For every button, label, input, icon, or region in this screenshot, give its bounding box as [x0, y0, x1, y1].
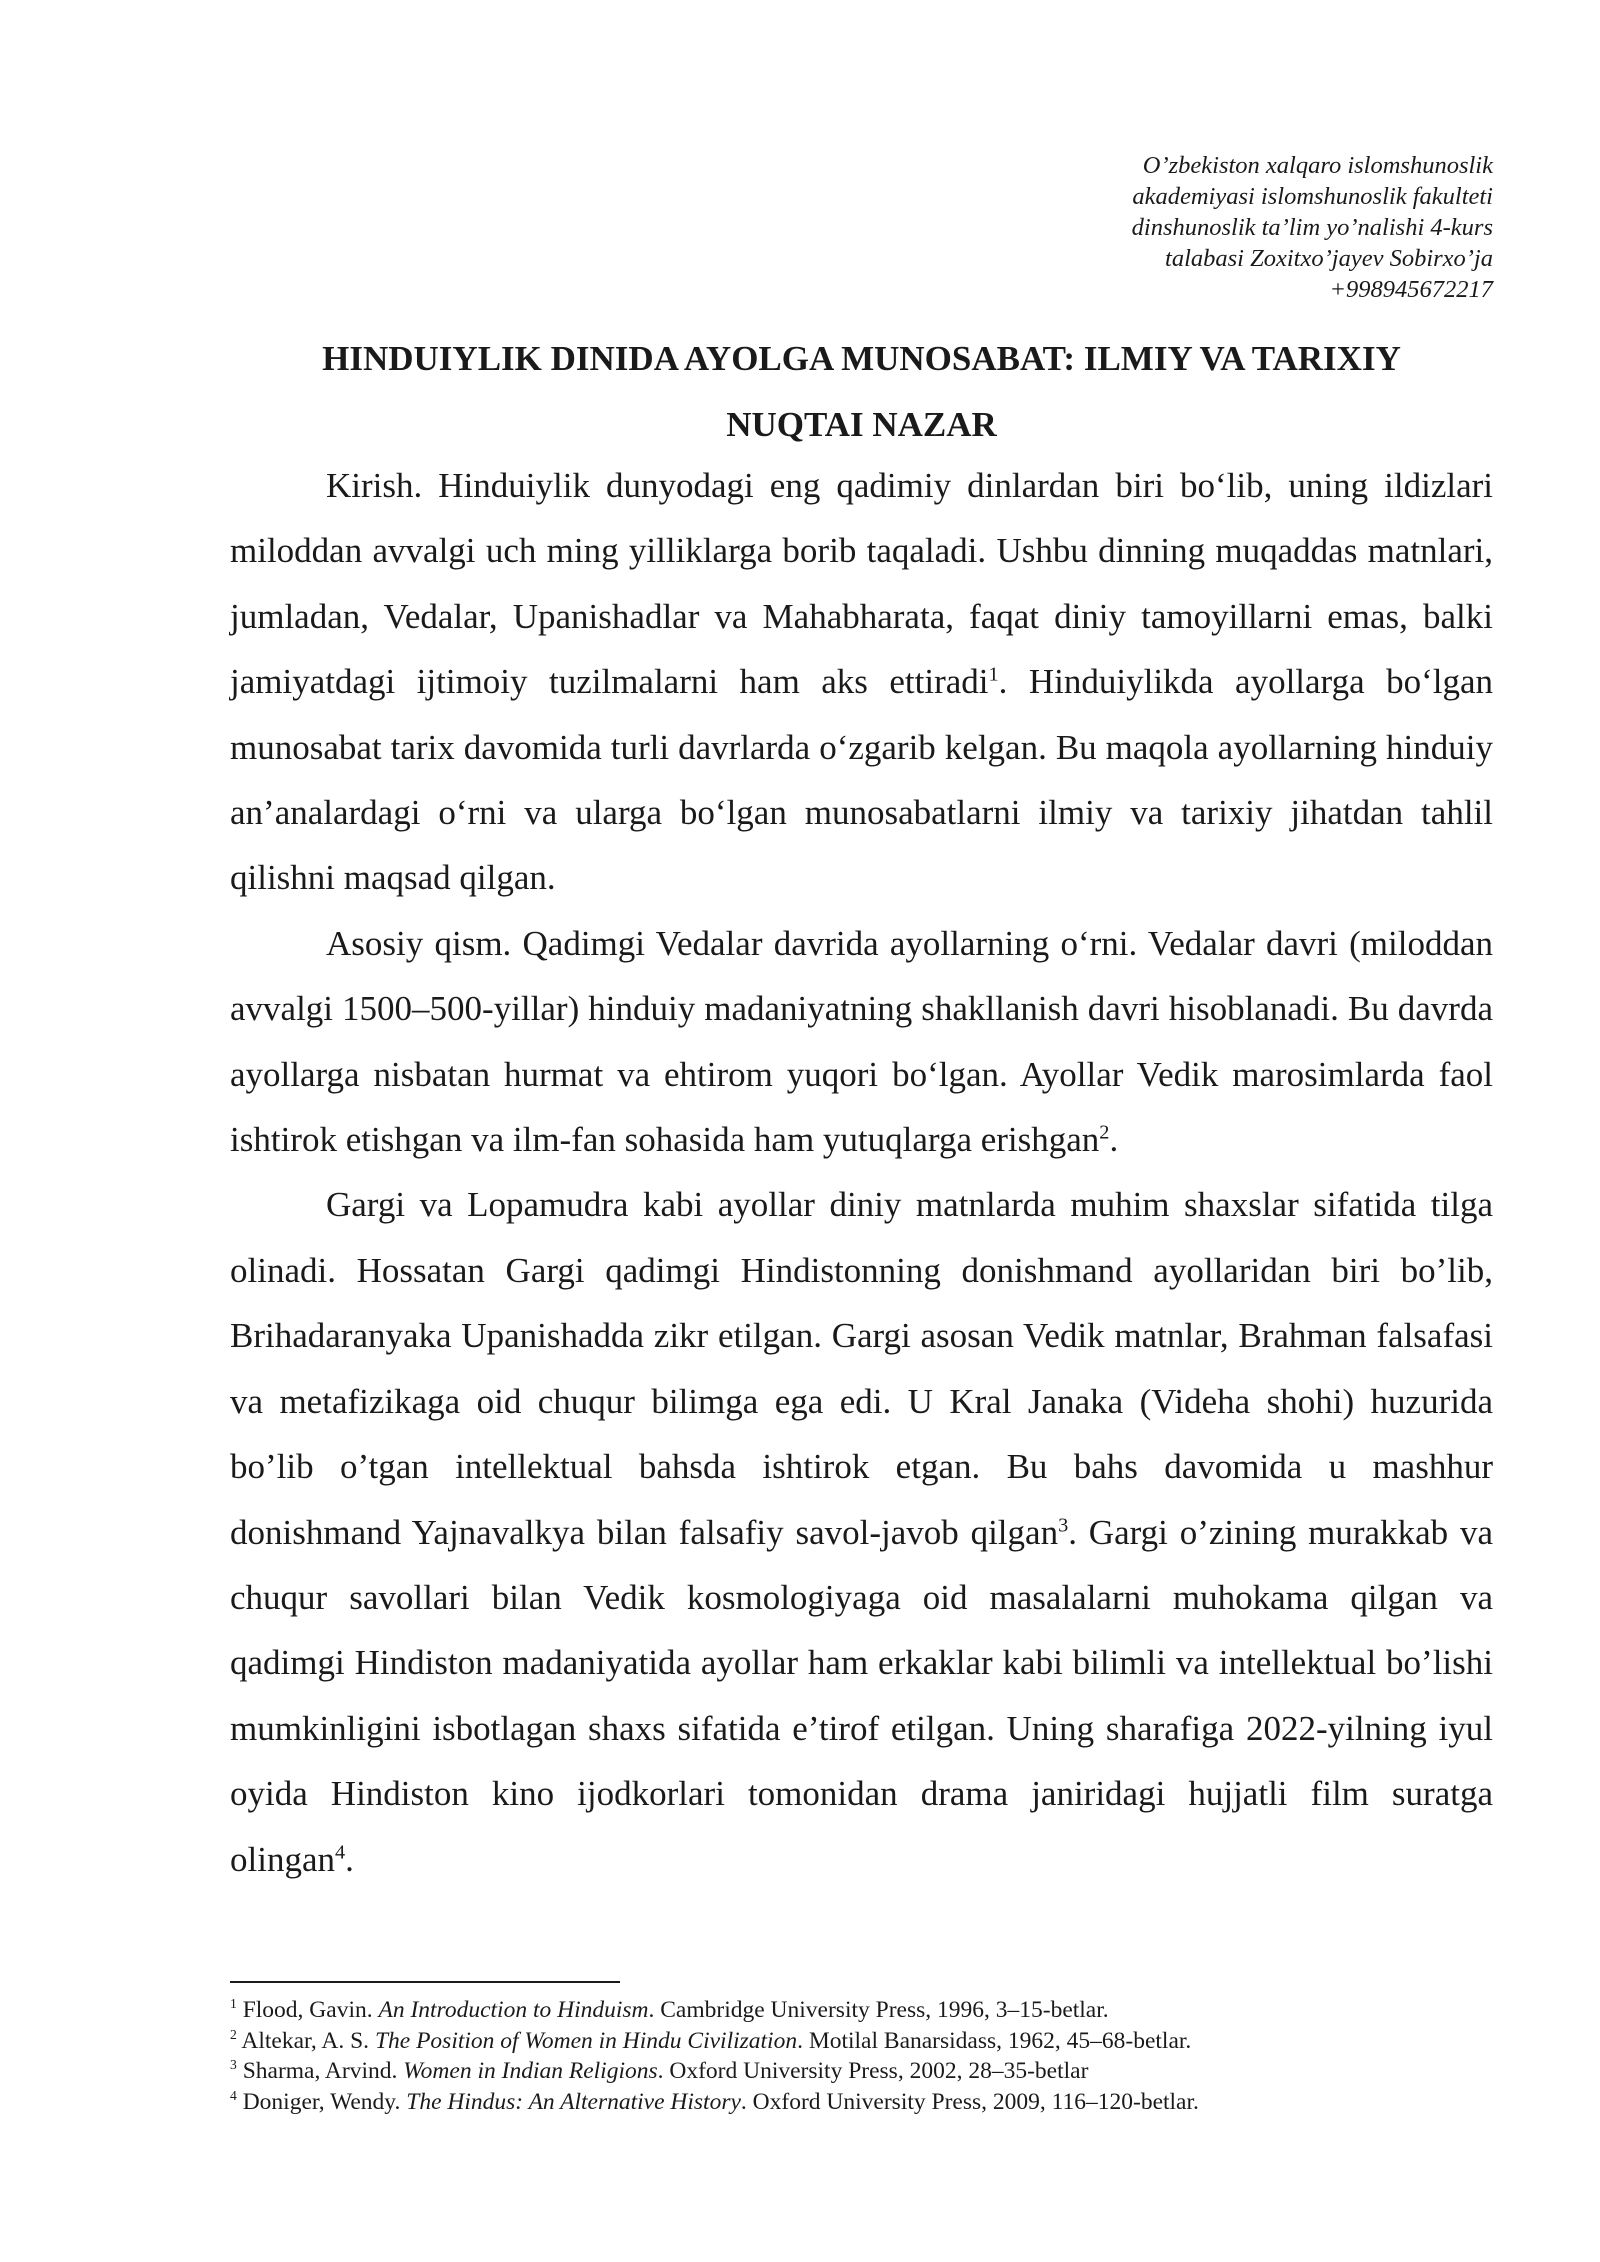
author-info [1132, 150, 1493, 305]
footnote-ref: 3 [1058, 1513, 1069, 1536]
footnote-rest: . Cambridge University Press, 1996, 3–15-betlar. [648, 1997, 1109, 2023]
footnote-item [230, 2026, 1493, 2057]
footnote-author: Flood, Gavin. [242, 1997, 379, 2023]
footnote-work: The Hindus: An Alternative History [406, 2088, 741, 2115]
footnote-item [230, 1995, 1493, 2026]
paragraph-text: . [345, 1839, 354, 1879]
footnote-item [230, 2087, 1493, 2118]
footnote-work: Women in Indian Religions [403, 2058, 658, 2084]
article-title [230, 326, 1493, 458]
paragraph-text: Asosiy qism. Qadimgi Vedalar davrida ayollarning o‘rni. Vedalar davri (miloddan avvalgi 1500–500-yillar) hinduiy madaniyatning shakllanish davri hisoblanadi. Bu davrda ayollarga nisbatan hurmat va ehtirom yuqori bo‘lgan. Ayollar Vedik marosimlarda faol ishtirok etishgan va ilm-fan sohasida ham yutuqlarga erishgan [230, 923, 1493, 1160]
footnote-number: 1 [230, 1996, 237, 2012]
footnote-rest: . Motilal Banarsidass, 1962, 45–68-betlar. [797, 2027, 1192, 2054]
footnotes [230, 1995, 1493, 2117]
footnote-author: Doniger, Wendy. [242, 2088, 407, 2115]
footnote-rest: . Oxford University Press, 2002, 28–35-betlar [657, 2058, 1089, 2084]
article-body [230, 453, 1493, 1892]
author-line: akademiyasi islomshunoslik fakulteti [1132, 183, 1493, 210]
footnote-number: 2 [230, 2026, 237, 2042]
title-line-2: NUQTAI NAZAR [726, 405, 997, 444]
footnote-ref: 1 [988, 663, 999, 686]
author-line: O’zbekiston xalqaro islomshunoslik [1142, 152, 1493, 179]
footnote-author: Altekar, A. S. [241, 2027, 375, 2054]
author-phone: +998945672217 [1329, 276, 1493, 303]
paragraph-gargi [230, 1172, 1493, 1891]
footnote-author: Sharma, Arvind. [242, 2058, 404, 2084]
author-line: talabasi Zoxitxo’jayev Sobirxo’ja [1165, 245, 1493, 272]
footnote-work: The Position of Women in Hindu Civilization [374, 2027, 798, 2054]
paragraph-text: . Hinduiylikda ayollarga bo‘lgan munosabat tarix davomida turli davrlarda o‘zgarib kelgan. Bu maqola ayollarning hinduiy an’analardagi o‘rni va ularga bo‘lgan munosabatlarni ilmiy va tarixiy jihatdan tahlil qilishni maqsad qilgan. [230, 662, 1493, 898]
paragraph-text: Gargi va Lopamudra kabi ayollar diniy matnlarda muhim shaxslar sifatida tilga olinadi. Hossatan Gargi qadimgi Hindistonning donishmand ayollaridan biri bo’lib, Brihadaranyaka Upanishadda zikr etilgan. Gargi asosan Vedik matnlar, Brahman falsafasi va metafizikaga oid chuqur bilimga ega edi. U Kral Janaka (Videha shohi) huzurida bo’lib o’tgan intellektual bahsda ishtirok etgan. Bu bahs davomida u mashhur donishmand Yajnavalkya bilan falsafiy savol-javob qilgan [230, 1185, 1493, 1552]
title-line-1: HINDUIYLIK DINIDA AYOLGA MUNOSABAT: ILMIY VA TARIXIY [322, 339, 1401, 378]
author-line: dinshunoslik ta’lim yo’nalishi 4-kurs [1131, 214, 1493, 241]
footnote-number: 4 [230, 2087, 237, 2103]
footnote-ref: 2 [1099, 1121, 1110, 1144]
footnote-rest: . Oxford University Press, 2009, 116–120-betlar. [740, 2088, 1199, 2115]
footnote-item [230, 2056, 1493, 2087]
paragraph-text: . [1109, 1120, 1119, 1160]
paragraph-introduction [230, 453, 1493, 911]
footnote-work: An Introduction to Hinduism [378, 1997, 649, 2023]
footnote-separator [230, 1981, 620, 1983]
paragraph-text: . Gargi o’zining murakkab va chuqur savollari bilan Vedik kosmologiyaga oid masalalarni muhokama qilgan va qadimgi Hindiston madaniyatida ayollar ham erkaklar kabi bilimli va intellektual bo’lishi mumkinligini isbotlagan shaxs sifatida e’tirof etilgan. Uning sharafiga 2022-yilning iyul oyida Hindiston kino ijodkorlari tomonidan drama janiridagi hujjatli film suratga olingan [230, 1512, 1494, 1879]
paragraph-text: Kirish. Hinduiylik dunyodagi eng qadimiy dinlardan biri bo‘lib, uning ildizlari miloddan avvalgi uch ming yilliklarga borib taqaladi. Ushbu dinning muqaddas matnlari, jumladan, Vedalar, Upanishadlar va Mahabharata, faqat diniy tamoyillarni emas, balki jamiyatdagi ijtimoiy tuzilmalarni ham aks ettiradi [230, 466, 1493, 702]
footnote-number: 3 [230, 2057, 237, 2073]
footnote-ref: 4 [334, 1840, 346, 1863]
paragraph-main-part [230, 911, 1493, 1173]
